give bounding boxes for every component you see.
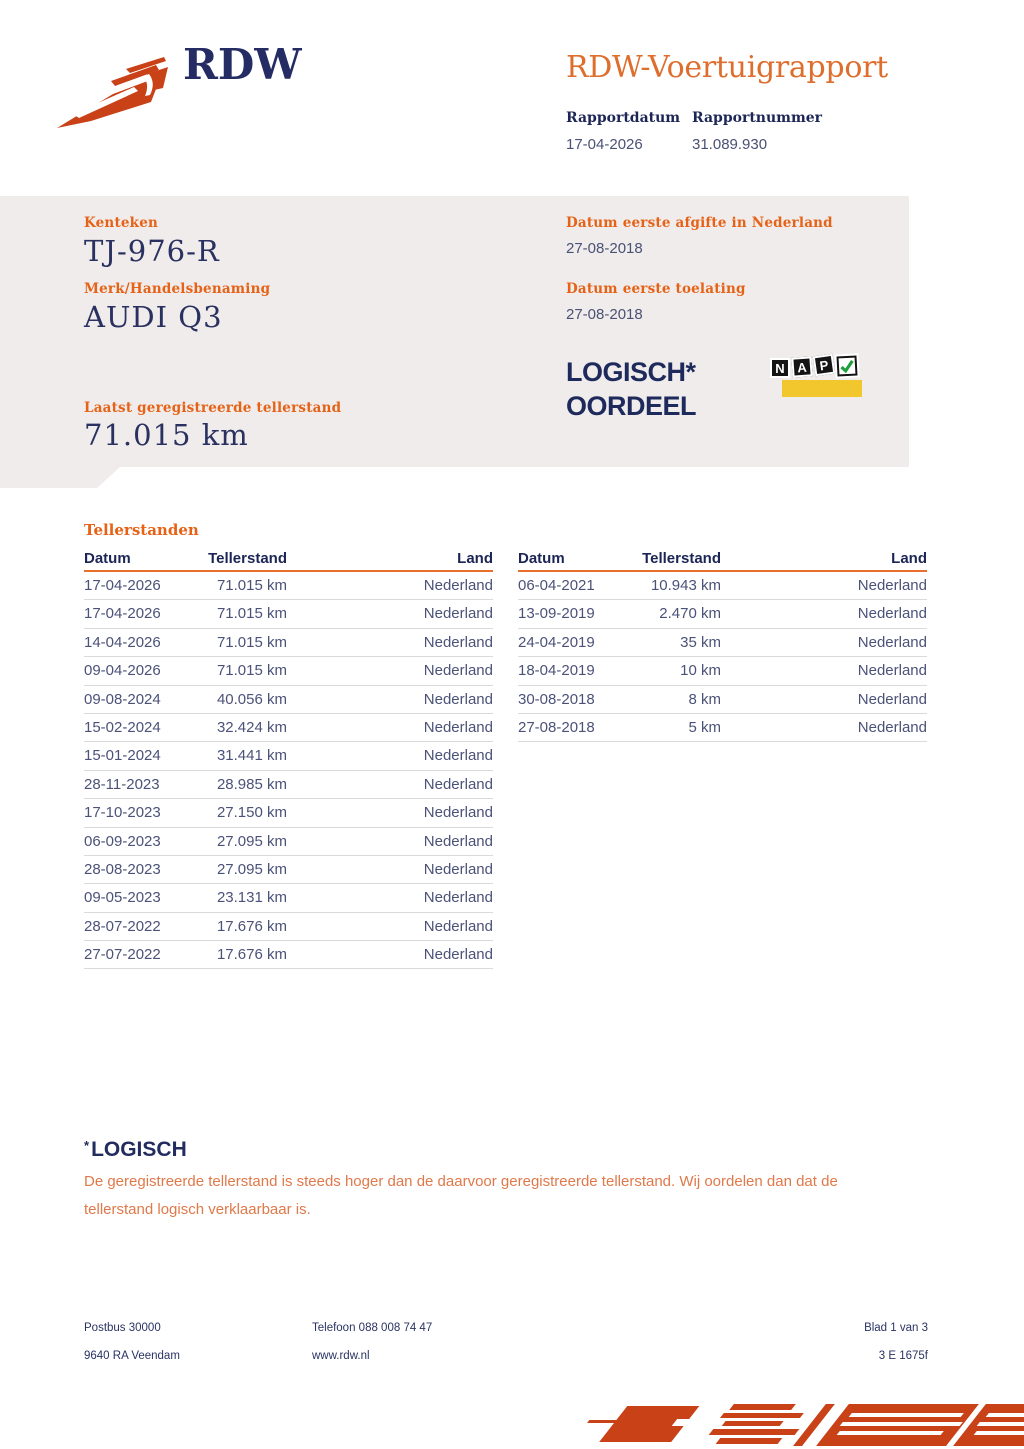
- footer-phone: Telefoon 088 008 74 47: [312, 1322, 433, 1334]
- cell-datum: 09-08-2024: [84, 690, 161, 708]
- footnote-asterisk: *: [84, 1138, 90, 1153]
- merk-label: Merk/Handelsbenaming: [84, 281, 271, 297]
- footnote-title: [84, 1138, 187, 1162]
- col-header-land: Land: [891, 550, 927, 567]
- col-header-datum: Datum: [518, 550, 565, 567]
- cell-tellerstand: 23.131 km: [216, 889, 287, 907]
- nap-yellow-band: [782, 380, 862, 397]
- col-header-land: Land: [457, 550, 493, 567]
- table-row: [518, 686, 927, 714]
- tellerstanden-table-left-body: [84, 572, 493, 969]
- bottom-swoosh-graphic: [584, 1400, 1024, 1449]
- cell-datum: 14-04-2026: [84, 633, 161, 651]
- cell-land: Nederland: [857, 718, 927, 736]
- report-date-value: 17-04-2026: [566, 136, 643, 153]
- table-row: [84, 600, 493, 628]
- table-row: [518, 629, 927, 657]
- footnote-title-text: LOGISCH: [91, 1138, 187, 1161]
- afgifte-value: 27-08-2018: [566, 240, 643, 257]
- cell-datum: 27-07-2022: [84, 946, 161, 964]
- table-row: [84, 856, 493, 884]
- cell-tellerstand: 8 km: [688, 690, 721, 708]
- cell-datum: 17-04-2026: [84, 577, 161, 594]
- report-number-value: 31.089.930: [692, 136, 768, 153]
- cell-land: Nederland: [423, 690, 493, 708]
- footer-page-number: Blad 1 van 3: [864, 1322, 928, 1334]
- cell-datum: 28-08-2023: [84, 860, 161, 878]
- table-row: [84, 742, 493, 770]
- tellerstanden-table-right-body: [518, 572, 927, 742]
- cell-datum: 30-08-2018: [518, 690, 595, 708]
- cell-land: Nederland: [423, 577, 493, 594]
- oordeel-text: [566, 355, 696, 423]
- rdw-swoosh-icon: [55, 50, 170, 132]
- cell-land: Nederland: [423, 804, 493, 822]
- footer-website-link[interactable]: www.rdw.nl: [312, 1350, 370, 1362]
- col-header-datum: Datum: [84, 550, 131, 567]
- report-number-label: Rapportnummer: [692, 110, 823, 126]
- table-header-row: [84, 545, 493, 572]
- cell-land: Nederland: [857, 633, 927, 651]
- cell-tellerstand: 5 km: [688, 718, 721, 736]
- cell-tellerstand: 17.676 km: [216, 917, 287, 935]
- cell-tellerstand: 2.470 km: [659, 605, 721, 623]
- cell-tellerstand: 27.150 km: [216, 804, 287, 822]
- footer-doc-code: 3 E 1675f: [878, 1350, 928, 1362]
- table-row: [84, 771, 493, 799]
- toelating-value: 27-08-2018: [566, 306, 643, 323]
- cell-tellerstand: 27.095 km: [216, 860, 287, 878]
- cell-datum: 06-04-2021: [518, 577, 595, 594]
- col-header-tellerstand: Tellerstand: [208, 550, 287, 567]
- cell-land: Nederland: [857, 662, 927, 680]
- footnote-text: De geregistreerde tellerstand is steeds hoger dan de daarvoor geregistreerde tellerstand. Wij oordelen dan dat de tellerstand logisch verklaarbaar is.: [84, 1173, 838, 1218]
- cell-land: Nederland: [423, 917, 493, 935]
- cell-land: Nederland: [423, 946, 493, 964]
- cell-tellerstand: 17.676 km: [216, 946, 287, 964]
- table-row: [84, 714, 493, 742]
- col-header-tellerstand: Tellerstand: [642, 550, 721, 567]
- cell-datum: 15-02-2024: [84, 718, 161, 736]
- table-row: [84, 941, 493, 969]
- cell-datum: 15-01-2024: [84, 747, 161, 765]
- report-date-label: Rapportdatum: [566, 110, 681, 126]
- cell-datum: 13-09-2019: [518, 605, 595, 623]
- cell-tellerstand: 32.424 km: [216, 718, 287, 736]
- cell-datum: 28-11-2023: [84, 775, 160, 793]
- table-row: [84, 884, 493, 912]
- cell-datum: 09-04-2026: [84, 662, 161, 680]
- cell-datum: 06-09-2023: [84, 832, 161, 850]
- cell-land: Nederland: [423, 662, 493, 680]
- cell-datum: 17-10-2023: [84, 804, 161, 822]
- page-title: RDW-Voertuigrapport: [566, 50, 888, 85]
- cell-land: Nederland: [423, 860, 493, 878]
- cell-land: Nederland: [423, 633, 493, 651]
- cell-land: Nederland: [423, 718, 493, 736]
- toelating-label: Datum eerste toelating: [566, 281, 746, 297]
- nap-logo: [770, 354, 866, 400]
- afgifte-label: Datum eerste afgifte in Nederland: [566, 215, 833, 231]
- table-row: [518, 600, 927, 628]
- cell-land: Nederland: [857, 690, 927, 708]
- merk-value: AUDI Q3: [84, 300, 223, 334]
- oordeel-line2: OORDEEL: [566, 391, 697, 421]
- cell-tellerstand: 71.015 km: [216, 605, 287, 623]
- tellerstanden-table-right: [518, 545, 927, 742]
- kenteken-label: Kenteken: [84, 215, 159, 231]
- rdw-wordmark: RDW: [183, 40, 302, 89]
- table-row: [518, 657, 927, 685]
- rdw-logo: [55, 50, 170, 132]
- cell-tellerstand: 10.943 km: [650, 577, 721, 594]
- kenteken-value: TJ-976-R: [84, 234, 220, 268]
- cell-datum: 28-07-2022: [84, 917, 161, 935]
- nap-letter-a: A: [791, 356, 812, 377]
- cell-land: Nederland: [423, 747, 493, 765]
- cell-tellerstand: 40.056 km: [216, 690, 287, 708]
- nap-letter-p: P: [813, 354, 836, 377]
- cell-tellerstand: 27.095 km: [216, 832, 287, 850]
- cell-tellerstand: 35 km: [680, 633, 721, 651]
- tellerstanden-table-left: [84, 545, 493, 969]
- table-row: [84, 913, 493, 941]
- tellerstand-value: 71.015 km: [84, 418, 249, 452]
- table-header-row: [518, 545, 927, 572]
- cell-land: Nederland: [857, 577, 927, 594]
- footer-city: 9640 RA Veendam: [84, 1350, 180, 1362]
- table-row: [84, 828, 493, 856]
- oordeel-line1: LOGISCH*: [566, 357, 696, 387]
- cell-datum: 24-04-2019: [518, 633, 595, 651]
- cell-tellerstand: 71.015 km: [216, 633, 287, 651]
- tellerstanden-section-title: Tellerstanden: [84, 521, 199, 539]
- table-row: [518, 714, 927, 742]
- cell-tellerstand: 31.441 km: [216, 747, 287, 765]
- nap-letter-n: N: [770, 358, 790, 378]
- nap-checkmark-icon: [839, 358, 856, 375]
- rdw-swoosh-tail-icon: [584, 1400, 1024, 1449]
- cell-tellerstand: 28.985 km: [216, 775, 287, 793]
- cell-tellerstand: 71.015 km: [216, 662, 287, 680]
- table-row: [84, 799, 493, 827]
- table-row: [84, 629, 493, 657]
- table-row: [84, 686, 493, 714]
- table-row: [84, 572, 493, 600]
- cell-land: Nederland: [423, 605, 493, 623]
- nap-check-tile: [836, 355, 857, 376]
- footer-postbus: Postbus 30000: [84, 1322, 161, 1334]
- cell-land: Nederland: [857, 605, 927, 623]
- tellerstand-label: Laatst geregistreerde tellerstand: [84, 400, 342, 416]
- cell-land: Nederland: [423, 889, 493, 907]
- cell-datum: 27-08-2018: [518, 718, 595, 736]
- cell-datum: 17-04-2026: [84, 605, 161, 623]
- table-row: [84, 657, 493, 685]
- cell-tellerstand: 10 km: [680, 662, 721, 680]
- cell-land: Nederland: [423, 832, 493, 850]
- cell-land: Nederland: [423, 775, 493, 793]
- cell-tellerstand: 71.015 km: [216, 577, 287, 594]
- cell-datum: 18-04-2019: [518, 662, 595, 680]
- cell-datum: 09-05-2023: [84, 889, 161, 907]
- table-row: [518, 572, 927, 600]
